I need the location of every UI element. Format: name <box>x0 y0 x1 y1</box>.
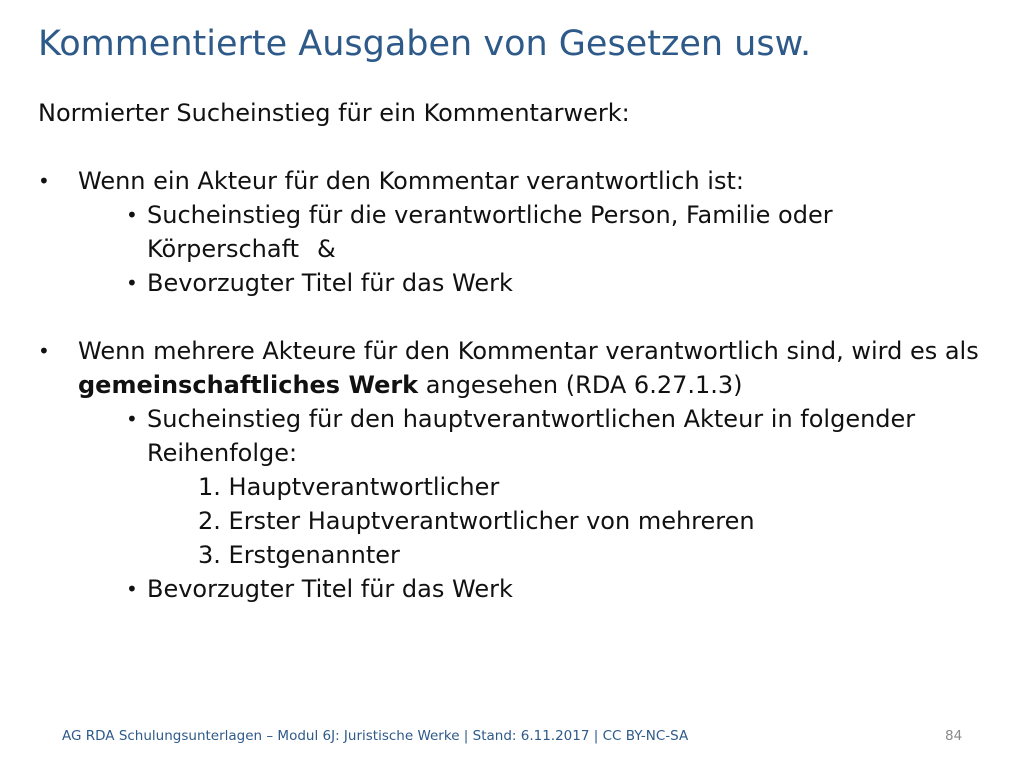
subbullet-main-actor-order-text: Sucheinstieg für den hauptverantwortlichen Akteur in folgender Reihenfolge: <box>147 405 916 467</box>
bullet-mark: • <box>126 577 138 601</box>
bullet-multiple-actors <box>38 334 988 402</box>
subbullet-preferred-title-2-text: Bevorzugter Titel für das Werk <box>147 575 513 603</box>
bullet-mark: • <box>38 169 50 193</box>
ordered-list <box>38 470 988 572</box>
subbullet-main-actor-order <box>38 402 988 470</box>
ampersand: & <box>317 235 336 263</box>
spacer <box>38 300 988 334</box>
footer-text: AG RDA Schulungsunterlagen – Modul 6J: Juristische Werke | Stand: 6.11.2017 | CC BY-NC-SA <box>62 728 689 744</box>
page-number: 84 <box>945 728 963 744</box>
bullet-mark: • <box>126 407 138 431</box>
bullet-mark: • <box>126 271 138 295</box>
ordered-list-item: 2. Erster Hauptverantwortlicher von mehreren <box>198 507 755 535</box>
bullet-mark: • <box>38 339 50 363</box>
subbullet-preferred-title-text: Bevorzugter Titel für das Werk <box>147 269 513 297</box>
subbullet-responsible-entry-text: Sucheinstieg für die verantwortliche Person, Familie oder Körperschaft <box>147 201 833 263</box>
bullet-mark: • <box>126 203 138 227</box>
subbullet-responsible-entry <box>38 198 988 266</box>
bullet-single-actor-text: Wenn ein Akteur für den Kommentar verantwortlich ist: <box>78 167 744 195</box>
slide-content <box>38 96 988 606</box>
subbullet-preferred-title-2 <box>38 572 988 606</box>
slide-title: Kommentierte Ausgaben von Gesetzen usw. <box>38 24 812 64</box>
bullet-multiple-actors-text: Wenn mehrere Akteure für den Kommentar verantwortlich sind, wird es als <box>78 337 979 365</box>
bullet-multiple-actors-text-end: angesehen (RDA 6.27.1.3) <box>418 371 743 399</box>
ordered-list-item: 3. Erstgenannter <box>198 541 400 569</box>
ordered-list-item: 1. Hauptverantwortlicher <box>198 473 500 501</box>
subbullet-preferred-title <box>38 266 988 300</box>
bold-term: gemeinschaftliches Werk <box>78 371 419 399</box>
intro-text: Normierter Sucheinstieg für ein Kommentarwerk: <box>38 99 630 127</box>
bullet-single-actor <box>38 164 988 198</box>
